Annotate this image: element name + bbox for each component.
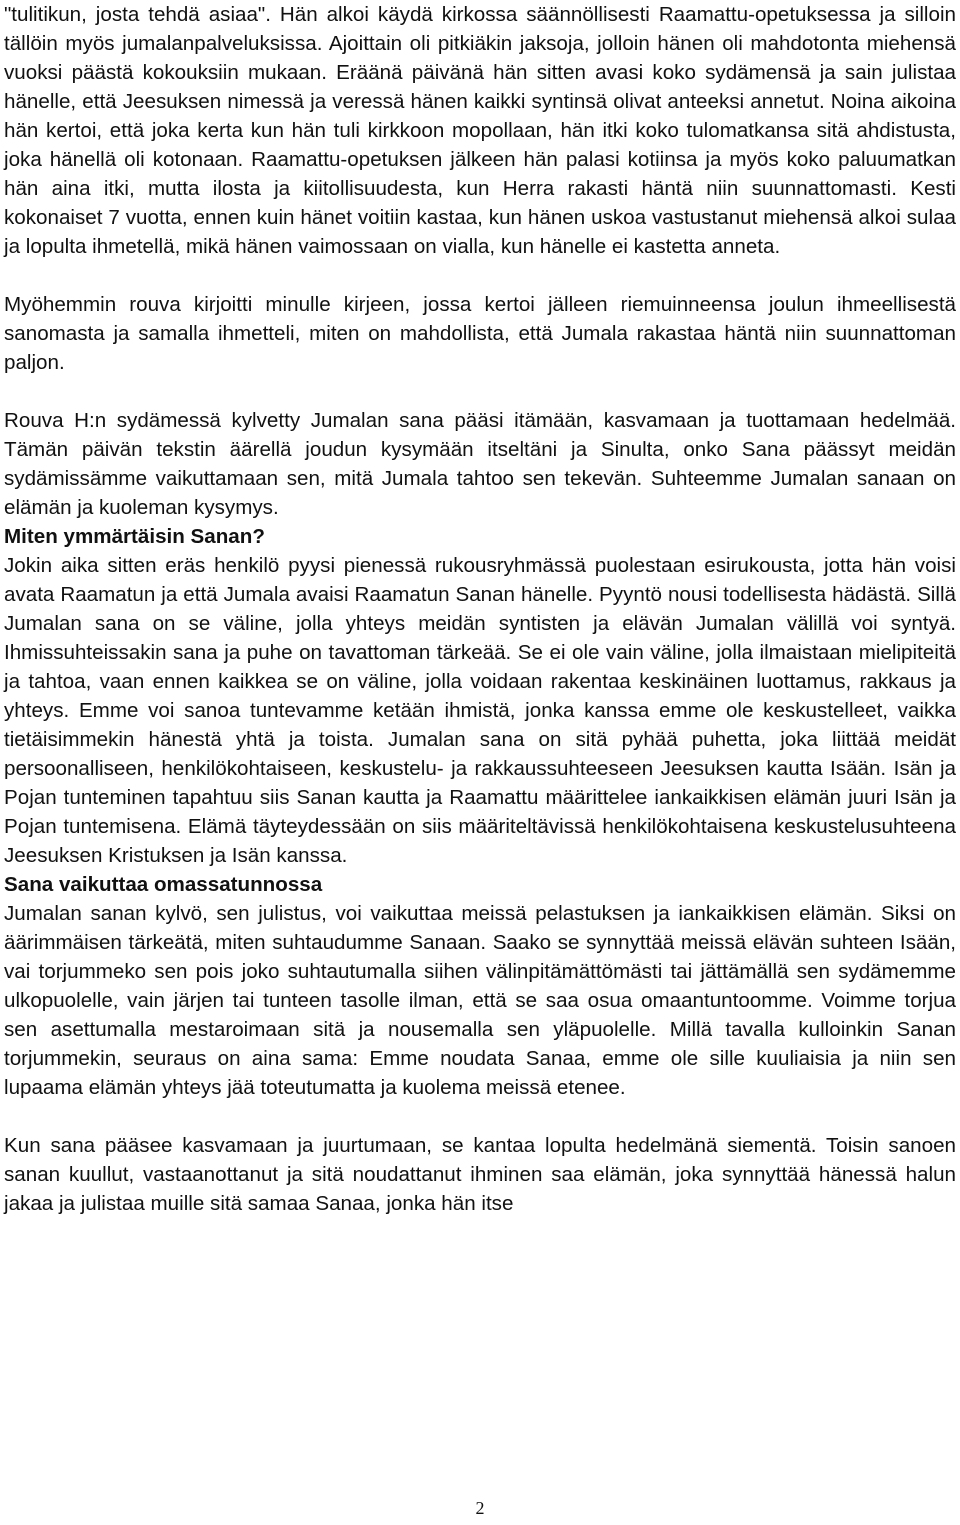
paragraph-intro-continued: "tulitikun, josta tehdä asiaa". Hän alkoi käydä kirkossa säännöllisesti Raamattu-opetuksessa ja silloin tällöin myös jumalanpalveluksissa. Ajoittain oli pitkiäkin jaksoja, jolloin hänen oli mahdotonta miehensä vuoksi päästä kokouksiin mukaan. Eräänä päivänä hän sitten avasi koko sydämensä ja sain julistaa hänelle, että Jeesuksen nimessä ja veressä hänen kaikki syntinsä olivat anteeksi annetut. Noina aikoina hän kertoi, että joka kerta kun hän tuli kirkkoon mopollaan, hän itki koko tulomatkansa sitä ahdistusta, joka hänellä oli kotonaan. Raamattu-opetuksen jälkeen hän palasi kotiinsa ja myös koko paluumatkan hän aina itki, mutta ilosta ja kiitollisuudesta, kun Herra rakasti häntä niin suunnattomasti. Kesti kokonaiset 7 vuotta, ennen kuin hänet voitiin kastaa, kun hänen uskoa vastustanut miehensä alkoi sulaa ja lopulta ihmetellä, mikä hänen vaimossaan on vialla, kun hänelle ei kastetta anneta. bbox=[4, 3, 956, 258]
paragraph-word-growth: Rouva H:n sydämessä kylvetty Jumalan sana pääsi itämään, kasvamaan ja tuottamaan hedelmää. Tämän päivän tekstin äärellä joudun kysymään itseltäni ja Sinulta, onko Sana päässyt meidän sydämissämme vaikuttamaan sen, mitä Jumala tahtoo sen tekevän. Suhteemme Jumalan sanaan on elämän ja kuoleman kysymys. bbox=[4, 409, 956, 519]
section-heading-conscience: Sana vaikuttaa omassatunnossa bbox=[4, 873, 323, 896]
paragraph-conscience: Jumalan sanan kylvö, sen julistus, voi vaikuttaa meissä pelastuksen ja iankaikkisen elämän. Siksi on äärimmäisen tärkeätä, miten suhtaudumme Sanaan. Saako se synnyttää meissä elävän suhteen Isään, vai torjummeko sen pois joko suhtautumalla siihen välinpitämättömästi tai jättämällä sen sydämemme ulkopuolelle, vain järjen tai tunteen tasolle ilman, että se saa osua omaantuntoomme. Voimme torjua sen asettumalla mestaroimaan sitä ja nousemalla sen yläpuolelle. Millä tavalla kulloinkin Sanan torjummekin, seuraus on aina sama: Emme noudata Sanaa, emme ole sille kuuliaisia ja niin sen lupaama elämän yhteys jää toteutumatta ja kuolema meissä etenee. bbox=[4, 902, 956, 1099]
page-number: 2 bbox=[475, 1498, 485, 1518]
section-heading-understanding: Miten ymmärtäisin Sanan? bbox=[4, 525, 265, 548]
paragraph-understanding: Jokin aika sitten eräs henkilö pyysi pienessä rukousryhmässä puolestaan esirukousta, jotta hän voisi avata Raamatun ja että Jumala avaisi Raamatun Sanan hänelle. Pyyntö nousi todellisesta hädästä. Sillä Jumalan sana on se väline, jolla yhteys meidän syntisten ja elävän Jumalan välillä voi syntyä. Ihmissuhteissakin sana ja puhe on tavattoman tärkeää. Se ei ole vain väline, jolla ilmaistaan mielipiteitä ja tahtoa, vaan ennen kaikkea se on väline, jolla voidaan rakentaa keskinäinen luottamus, rakkaus ja yhteys. Emme voi sanoa tuntevamme ketään ihmistä, jonka kanssa emme ole keskustelleet, vaikka tietäisimmekin hänestä yhtä ja toista. Jumalan sana on sitä pyhää puhetta, joka liittää meidät persoonalliseen, henkilökohtaiseen, keskustelu- ja rakkaussuhteeseen Jeesuksen kautta Isään. Isän ja Pojan tunteminen tapahtuu siis Sanan kautta ja Raamattu määrittelee iankaikkisen elämän juuri Isän ja Pojan tuntemisena. Elämä täyteydessään on siis määriteltävissä henkilökohtaisena keskustelusuhteena Jeesuksen Kristuksen ja Isän kanssa. bbox=[4, 554, 956, 867]
document-page bbox=[4, 0, 956, 1218]
paragraph-closing: Kun sana pääsee kasvamaan ja juurtumaan, se kantaa lopulta hedelmänä siementä. Toisin sanoen sanan kuullut, vastaanottanut ja sitä noudattanut ihminen saa elämän, joka synnyttää hänessä halun jakaa ja julistaa muille sitä samaa Sanaa, jonka hän itse bbox=[4, 1134, 956, 1215]
paragraph-letter: Myöhemmin rouva kirjoitti minulle kirjeen, jossa kertoi jälleen riemuinneensa joulun ihmeellisestä sanomasta ja samalla ihmetteli, miten on mahdollista, että Jumala rakastaa häntä niin suunnattoman paljon. bbox=[4, 293, 956, 374]
